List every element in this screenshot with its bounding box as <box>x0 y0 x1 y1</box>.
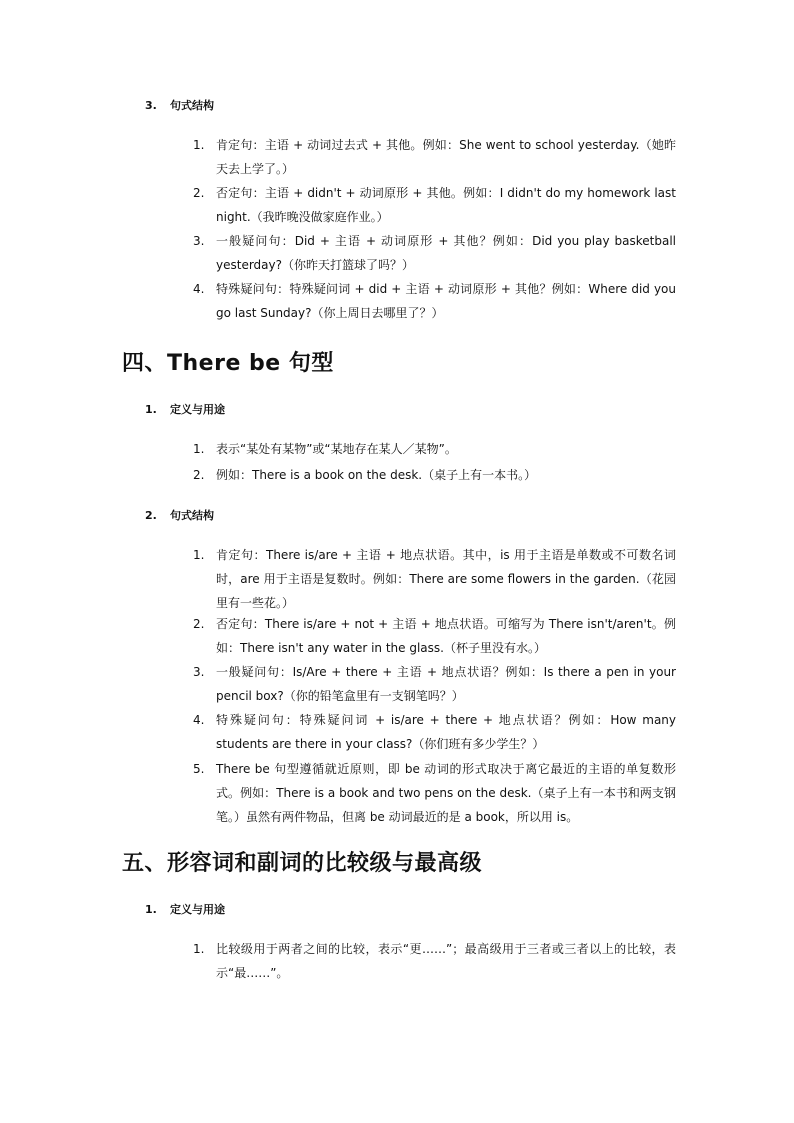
item-text: There be 句型遵循就近原则，即 be 动词的形式取决于离它最近的主语的单复数形式。例如：There is a book and two pens on the desk.（桌子上有一本书和两支钢笔。）虽然有两件物品，但离 be 动词最近的是 a book，所以用 is。 <box>216 762 676 824</box>
chapter-heading-there-be: 四、There be 句型 <box>122 351 334 376</box>
item-text: 例如：There is a book on the desk.（桌子上有一本书。） <box>216 468 537 482</box>
item-text: 一般疑问句：Did + 主语 + 动词原形 + 其他？例如：Did you play basketball yesterday?（你昨天打篮球了吗？） <box>216 234 676 272</box>
section-title: 定义与用途 <box>170 403 225 416</box>
item-number: 5. <box>193 762 205 776</box>
chapter-heading-comparatives: 五、形容词和副词的比较级与最高级 <box>122 851 483 876</box>
item-number: 3. <box>193 665 205 679</box>
item-text: 比较级用于两者之间的比较，表示“更……”；最高级用于三者或三者以上的比较，表示“最……”。 <box>216 942 676 980</box>
section-title: 句式结构 <box>170 509 214 522</box>
item-number: 2. <box>193 186 205 200</box>
item-number: 2. <box>193 617 205 631</box>
item-text: 肯定句：主语 + 动词过去式 + 其他。例如：She went to school yesterday.（她昨天去上学了。） <box>216 138 676 176</box>
section-heading-definition <box>145 901 225 917</box>
section-heading-structure <box>145 507 214 523</box>
item-number: 1. <box>193 442 205 456</box>
item-number: 1. <box>193 138 205 152</box>
item-text: 特殊疑问句：特殊疑问词 + is/are + there + 地点状语？例如：How many students are there in your class?（你们班有多少学生？） <box>216 713 676 751</box>
section-number: 1. <box>145 403 157 416</box>
section-heading-definition <box>145 401 225 417</box>
item-text: 否定句：There is/are + not + 主语 + 地点状语。可缩写为 There isn't/aren't。例如：There isn't any water in the glass.（杯子里没有水。） <box>216 617 676 655</box>
section-heading-structure <box>145 97 214 113</box>
section-number: 1. <box>145 903 157 916</box>
item-number: 3. <box>193 234 205 248</box>
item-number: 1. <box>193 548 205 562</box>
item-text: 表示“某处有某物”或“某地存在某人／某物”。 <box>216 442 457 456</box>
item-text: 肯定句：There is/are + 主语 + 地点状语。其中，is 用于主语是单数或不可数名词时，are 用于主语是复数时。例如：There are some flowers in the garden.（花园里有一些花。） <box>216 548 676 610</box>
item-text: 否定句：主语 + didn't + 动词原形 + 其他。例如：I didn't do my homework last night.（我昨晚没做家庭作业。） <box>216 186 676 224</box>
item-text: 一般疑问句：Is/Are + there + 主语 + 地点状语？例如：Is there a pen in your pencil box?（你的铅笔盒里有一支钢笔吗？） <box>216 665 676 703</box>
item-number: 4. <box>193 282 205 296</box>
section-number: 2. <box>145 509 157 522</box>
section-title: 句式结构 <box>170 99 214 112</box>
section-title: 定义与用途 <box>170 903 225 916</box>
item-number: 4. <box>193 713 205 727</box>
section-number: 3. <box>145 99 157 112</box>
item-number: 2. <box>193 468 205 482</box>
item-text: 特殊疑问句：特殊疑问词 + did + 主语 + 动词原形 + 其他？例如：Where did you go last Sunday?（你上周日去哪里了？） <box>216 282 676 320</box>
item-number: 1. <box>193 942 205 956</box>
